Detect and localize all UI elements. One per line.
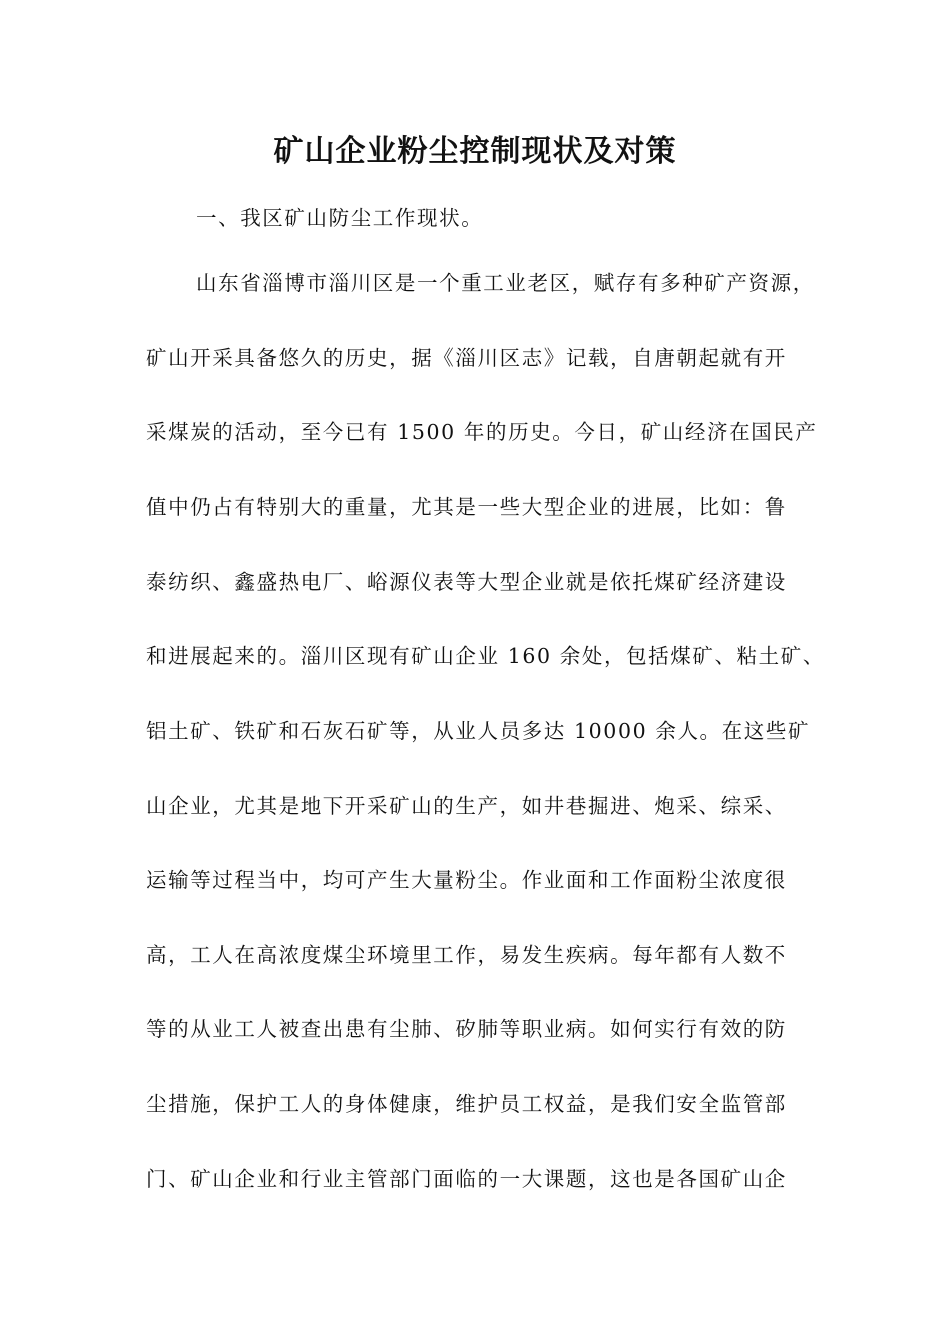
section-heading: 一、我区矿山防尘工作现状。: [196, 206, 484, 230]
paragraph-line: 矿山开采具备悠久的历史，据《淄川区志》记载，自唐朝起就有开: [146, 346, 787, 370]
paragraph-line: 运输等过程当中，均可产生大量粉尘。作业面和工作面粉尘浓度很: [146, 868, 787, 892]
paragraph-line: 泰纺织、鑫盛热电厂、峪源仪表等大型企业就是依托煤矿经济建设: [146, 570, 787, 594]
paragraph-line: 采煤炭的活动，至今已有 1500 年的历史。今日，矿山经济在国民产: [146, 420, 818, 444]
paragraph-line: 和进展起来的。淄川区现有矿山企业 160 余处，包括煤矿、粘土矿、: [146, 644, 825, 668]
paragraph-line: 值中仍占有特别大的重量，尤其是一些大型企业的进展，比如：鲁: [146, 495, 787, 519]
paragraph-line: 尘措施，保护工人的身体健康，维护员工权益，是我们安全监管部: [146, 1092, 787, 1116]
paragraph-line: 门、矿山企业和行业主管部门面临的一大课题，这也是各国矿山企: [146, 1167, 787, 1191]
paragraph-line: 高，工人在高浓度煤尘环境里工作，易发生疾病。每年都有人数不: [146, 943, 787, 967]
paragraph-line: 山东省淄博市淄川区是一个重工业老区，赋存有多种矿产资源，: [196, 271, 815, 295]
paragraph-line: 等的从业工人被查出患有尘肺、矽肺等职业病。如何实行有效的防: [146, 1017, 787, 1041]
paragraph-line: 山企业，尤其是地下开采矿山的生产，如井巷掘进、炮采、综采、: [146, 794, 787, 818]
paragraph-line: 铝土矿、铁矿和石灰石矿等，从业人员多达 10000 余人。在这些矿: [146, 719, 811, 743]
document-title: 矿山企业粉尘控制现状及对策: [273, 134, 677, 169]
